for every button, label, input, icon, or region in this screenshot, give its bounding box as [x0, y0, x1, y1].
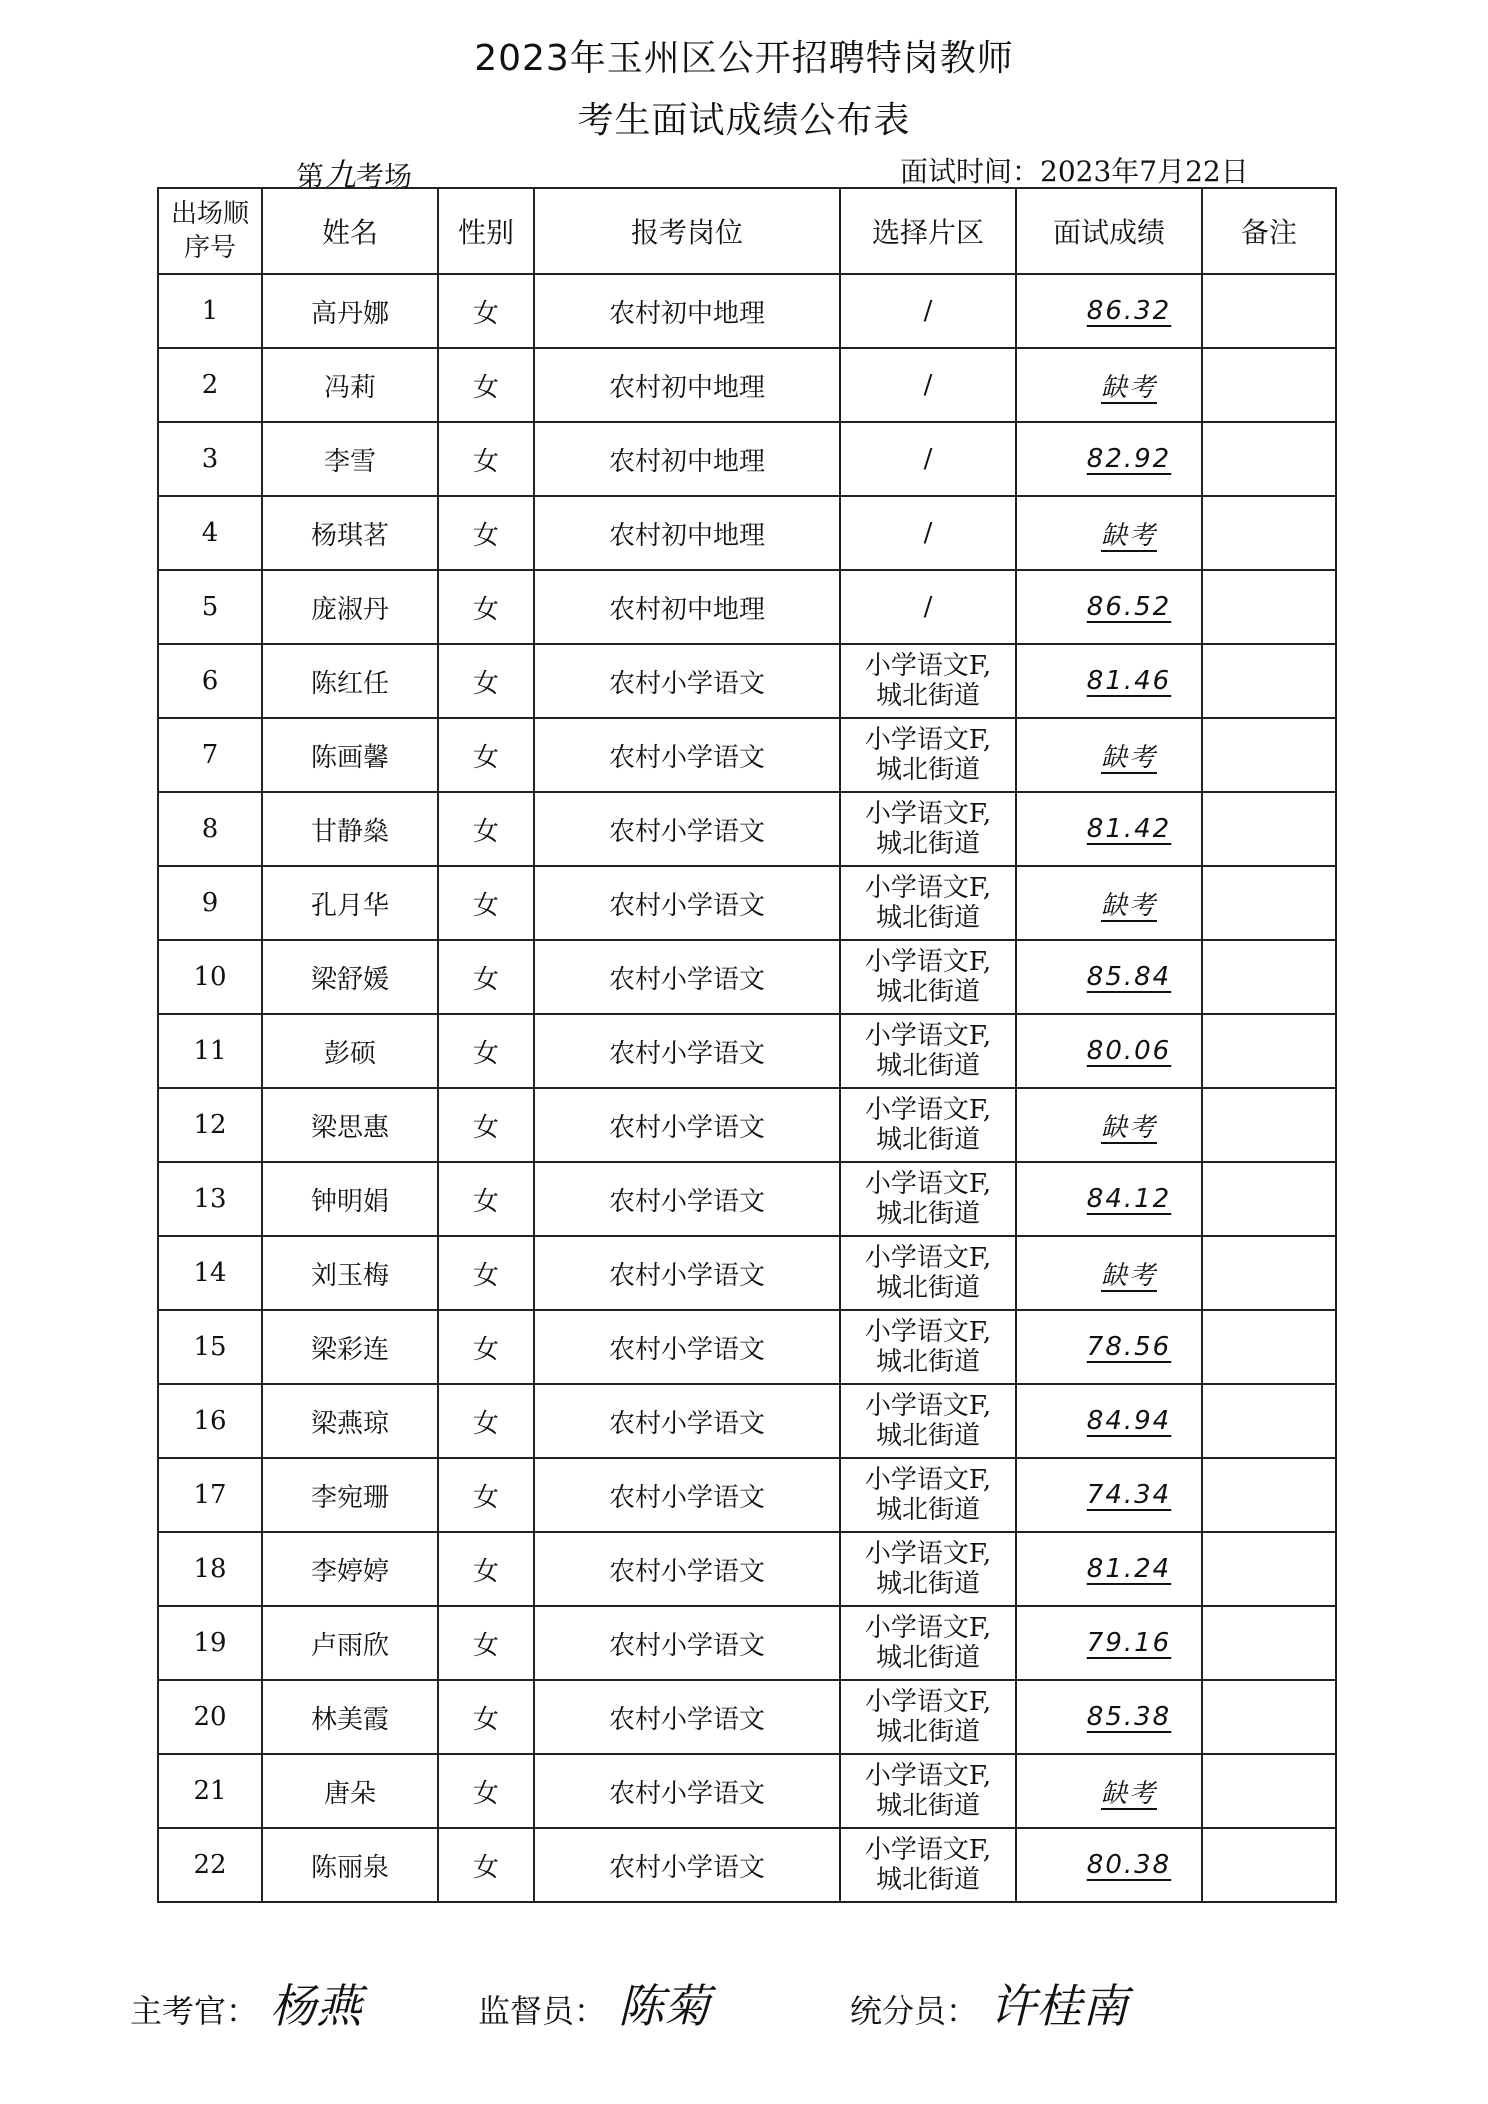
cell-name: 梁舒媛: [262, 940, 438, 1014]
cell-score: 81.42: [1016, 792, 1202, 866]
cell-gender: 女: [438, 1310, 534, 1384]
cell-zone: [840, 1532, 1016, 1606]
cell-zone: [840, 496, 1016, 570]
table-row: [158, 1384, 1336, 1458]
cell-gender: 女: [438, 1532, 534, 1606]
cell-name: 钟明娟: [262, 1162, 438, 1236]
zone-line1: 小学语文F,: [864, 873, 992, 903]
cell-zone: [840, 1458, 1016, 1532]
cell-position: 农村初中地理: [534, 496, 840, 570]
cell-name: 甘静燊: [262, 792, 438, 866]
table-row: [158, 792, 1336, 866]
cell-remark: [1202, 792, 1336, 866]
table-row: [158, 348, 1336, 422]
cell-name: 陈红任: [262, 644, 438, 718]
zone-line1: 小学语文F,: [864, 1761, 992, 1791]
table-row: [158, 1310, 1336, 1384]
cell-order: 4: [158, 496, 262, 570]
cell-name: 陈丽泉: [262, 1828, 438, 1902]
zone-line1: 小学语文F,: [864, 1317, 992, 1347]
cell-gender: 女: [438, 348, 534, 422]
table-row: [158, 1680, 1336, 1754]
zone-line2: 城北街道: [875, 977, 980, 1007]
zone-line2: 城北街道: [875, 1125, 980, 1155]
table-row: [158, 718, 1336, 792]
cell-name: 李宛珊: [262, 1458, 438, 1532]
scorer-signature: 许桂南: [990, 1979, 1129, 2033]
zone-line1: 小学语文F,: [864, 1095, 992, 1125]
table-row: [158, 1088, 1336, 1162]
cell-remark: [1202, 1680, 1336, 1754]
zone-line2: 城北街道: [875, 681, 980, 711]
cell-remark: [1202, 1236, 1336, 1310]
cell-remark: [1202, 1828, 1336, 1902]
examiner-field: [130, 1970, 362, 2036]
cell-remark: [1202, 274, 1336, 348]
cell-score: 78.56: [1016, 1310, 1202, 1384]
zone-line1: 小学语文F,: [864, 1465, 992, 1495]
cell-zone: [840, 422, 1016, 496]
cell-zone: [840, 1162, 1016, 1236]
cell-position: 农村小学语文: [534, 1162, 840, 1236]
zone-line2: 城北街道: [875, 1717, 980, 1747]
cell-remark: [1202, 1162, 1336, 1236]
cell-zone: [840, 1014, 1016, 1088]
supervisor-label: 监督员：: [478, 1992, 607, 2030]
table-row: [158, 1532, 1336, 1606]
table-row: [158, 866, 1336, 940]
cell-name: 李雪: [262, 422, 438, 496]
header-remark: 备注: [1202, 188, 1336, 274]
cell-gender: 女: [438, 1236, 534, 1310]
table-row: [158, 644, 1336, 718]
cell-zone: [840, 1680, 1016, 1754]
zone-line1: 小学语文F,: [864, 651, 992, 681]
examiner-label: 主考官：: [130, 1992, 259, 2030]
cell-order: 17: [158, 1458, 262, 1532]
cell-gender: 女: [438, 1606, 534, 1680]
cell-order: 6: [158, 644, 262, 718]
cell-name: 庞淑丹: [262, 570, 438, 644]
cell-zone: [840, 1236, 1016, 1310]
cell-zone: [840, 1088, 1016, 1162]
cell-gender: 女: [438, 866, 534, 940]
cell-score: 81.46: [1016, 644, 1202, 718]
cell-position: 农村小学语文: [534, 1458, 840, 1532]
header-name: 姓名: [262, 188, 438, 274]
zone-line1: /: [923, 592, 933, 622]
cell-zone: [840, 1828, 1016, 1902]
cell-name: 卢雨欣: [262, 1606, 438, 1680]
cell-score: 缺考: [1016, 496, 1202, 570]
cell-gender: 女: [438, 1828, 534, 1902]
cell-gender: 女: [438, 1458, 534, 1532]
zone-line1: 小学语文F,: [864, 1539, 992, 1569]
table-row: [158, 940, 1336, 1014]
cell-remark: [1202, 1014, 1336, 1088]
cell-position: 农村小学语文: [534, 1088, 840, 1162]
zone-line2: 城北街道: [875, 1051, 980, 1081]
cell-zone: [840, 1310, 1016, 1384]
cell-position: 农村小学语文: [534, 1754, 840, 1828]
zone-line1: /: [923, 444, 933, 474]
cell-remark: [1202, 644, 1336, 718]
zone-line1: /: [923, 296, 933, 326]
cell-remark: [1202, 570, 1336, 644]
cell-score: 79.16: [1016, 1606, 1202, 1680]
cell-position: 农村小学语文: [534, 1606, 840, 1680]
supervisor-field: [478, 1970, 710, 2036]
zone-line2: 城北街道: [875, 755, 980, 785]
cell-name: 梁彩连: [262, 1310, 438, 1384]
zone-line1: 小学语文F,: [864, 1021, 992, 1051]
cell-gender: 女: [438, 1088, 534, 1162]
cell-gender: 女: [438, 1162, 534, 1236]
table-row: [158, 1236, 1336, 1310]
zone-line2: 城北街道: [875, 1791, 980, 1821]
cell-score: 缺考: [1016, 718, 1202, 792]
cell-order: 1: [158, 274, 262, 348]
cell-zone: [840, 1606, 1016, 1680]
cell-order: 3: [158, 422, 262, 496]
cell-order: 22: [158, 1828, 262, 1902]
cell-position: 农村小学语文: [534, 792, 840, 866]
cell-gender: 女: [438, 274, 534, 348]
scorer-field: [850, 1970, 1128, 2036]
cell-position: 农村小学语文: [534, 1828, 840, 1902]
scorer-label: 统分员：: [850, 1992, 979, 2030]
zone-line1: /: [923, 518, 933, 548]
cell-gender: 女: [438, 1014, 534, 1088]
cell-gender: 女: [438, 644, 534, 718]
cell-position: 农村小学语文: [534, 1014, 840, 1088]
zone-line1: 小学语文F,: [864, 947, 992, 977]
cell-position: 农村小学语文: [534, 1236, 840, 1310]
cell-position: 农村初中地理: [534, 570, 840, 644]
document-title-line2: 考生面试成绩公布表: [577, 100, 911, 141]
table-row: [158, 1014, 1336, 1088]
exam-room-suffix: 考场: [356, 160, 413, 193]
zone-line1: 小学语文F,: [864, 1169, 992, 1199]
zone-line2: 城北街道: [875, 1495, 980, 1525]
cell-gender: 女: [438, 792, 534, 866]
cell-score: 74.34: [1016, 1458, 1202, 1532]
cell-zone: [840, 348, 1016, 422]
cell-remark: [1202, 422, 1336, 496]
zone-line2: 城北街道: [875, 1273, 980, 1303]
zone-line2: 城北街道: [875, 1199, 980, 1229]
zone-line1: 小学语文F,: [864, 1243, 992, 1273]
document-title-line1: 2023年玉州区公开招聘特岗教师: [474, 38, 1014, 79]
examiner-signature: 杨燕: [270, 1979, 363, 2033]
cell-position: 农村小学语文: [534, 644, 840, 718]
cell-position: 农村小学语文: [534, 866, 840, 940]
cell-position: 农村初中地理: [534, 422, 840, 496]
header-zone: 选择片区: [840, 188, 1016, 274]
table-row: [158, 570, 1336, 644]
cell-score: 81.24: [1016, 1532, 1202, 1606]
cell-zone: [840, 644, 1016, 718]
zone-line1: /: [923, 370, 933, 400]
cell-score: 86.32: [1016, 274, 1202, 348]
cell-order: 21: [158, 1754, 262, 1828]
cell-zone: [840, 792, 1016, 866]
cell-name: 高丹娜: [262, 274, 438, 348]
cell-score: 86.52: [1016, 570, 1202, 644]
cell-order: 10: [158, 940, 262, 1014]
cell-position: 农村小学语文: [534, 1384, 840, 1458]
zone-line2: 城北街道: [875, 1569, 980, 1599]
cell-zone: [840, 1384, 1016, 1458]
cell-order: 2: [158, 348, 262, 422]
cell-gender: 女: [438, 940, 534, 1014]
cell-zone: [840, 940, 1016, 1014]
cell-remark: [1202, 496, 1336, 570]
cell-position: 农村小学语文: [534, 1532, 840, 1606]
table-row: [158, 274, 1336, 348]
cell-order: 20: [158, 1680, 262, 1754]
cell-remark: [1202, 1310, 1336, 1384]
cell-order: 18: [158, 1532, 262, 1606]
cell-name: 杨琪茗: [262, 496, 438, 570]
cell-position: 农村小学语文: [534, 1680, 840, 1754]
cell-position: 农村小学语文: [534, 718, 840, 792]
cell-order: 14: [158, 1236, 262, 1310]
cell-score: 缺考: [1016, 1236, 1202, 1310]
cell-remark: [1202, 940, 1336, 1014]
cell-gender: 女: [438, 1384, 534, 1458]
cell-remark: [1202, 1088, 1336, 1162]
cell-order: 15: [158, 1310, 262, 1384]
table-row: [158, 422, 1336, 496]
cell-remark: [1202, 348, 1336, 422]
cell-remark: [1202, 866, 1336, 940]
cell-position: 农村小学语文: [534, 1310, 840, 1384]
zone-line2: 城北街道: [875, 1421, 980, 1451]
cell-name: 唐朵: [262, 1754, 438, 1828]
cell-zone: [840, 274, 1016, 348]
cell-order: 9: [158, 866, 262, 940]
cell-score: 85.38: [1016, 1680, 1202, 1754]
zone-line1: 小学语文F,: [864, 1835, 992, 1865]
zone-line1: 小学语文F,: [864, 799, 992, 829]
table-row: [158, 1162, 1336, 1236]
table-row: [158, 496, 1336, 570]
cell-score: 80.38: [1016, 1828, 1202, 1902]
cell-name: 梁思惠: [262, 1088, 438, 1162]
score-table: [157, 187, 1337, 1903]
cell-order: 7: [158, 718, 262, 792]
supervisor-signature: 陈菊: [618, 1979, 711, 2033]
cell-score: 缺考: [1016, 1754, 1202, 1828]
exam-room-number: 九: [324, 156, 357, 194]
header-order: 出场顺序号: [158, 188, 262, 274]
table-row: [158, 1606, 1336, 1680]
cell-remark: [1202, 718, 1336, 792]
cell-name: 冯莉: [262, 348, 438, 422]
table-header-row: [158, 188, 1336, 274]
cell-score: 缺考: [1016, 1088, 1202, 1162]
cell-position: 农村小学语文: [534, 940, 840, 1014]
cell-name: 刘玉梅: [262, 1236, 438, 1310]
cell-gender: 女: [438, 718, 534, 792]
cell-gender: 女: [438, 570, 534, 644]
cell-order: 11: [158, 1014, 262, 1088]
interview-date: 面试时间：2023年7月22日: [900, 155, 1249, 188]
header-position: 报考岗位: [534, 188, 840, 274]
cell-gender: 女: [438, 496, 534, 570]
zone-line2: 城北街道: [875, 1643, 980, 1673]
cell-name: 陈画馨: [262, 718, 438, 792]
header-gender: 性别: [438, 188, 534, 274]
cell-gender: 女: [438, 1680, 534, 1754]
cell-score: 缺考: [1016, 348, 1202, 422]
cell-name: 林美霞: [262, 1680, 438, 1754]
cell-zone: [840, 866, 1016, 940]
zone-line1: 小学语文F,: [864, 725, 992, 755]
table-row: [158, 1754, 1336, 1828]
zone-line2: 城北街道: [875, 903, 980, 933]
zone-line2: 城北街道: [875, 829, 980, 859]
cell-score: 84.94: [1016, 1384, 1202, 1458]
cell-remark: [1202, 1754, 1336, 1828]
table-row: [158, 1458, 1336, 1532]
cell-score: 80.06: [1016, 1014, 1202, 1088]
zone-line1: 小学语文F,: [864, 1391, 992, 1421]
cell-order: 19: [158, 1606, 262, 1680]
cell-gender: 女: [438, 1754, 534, 1828]
cell-remark: [1202, 1458, 1336, 1532]
cell-score: 缺考: [1016, 866, 1202, 940]
cell-name: 梁燕琼: [262, 1384, 438, 1458]
zone-line1: 小学语文F,: [864, 1687, 992, 1717]
cell-name: 李婷婷: [262, 1532, 438, 1606]
cell-gender: 女: [438, 422, 534, 496]
cell-order: 16: [158, 1384, 262, 1458]
cell-position: 农村初中地理: [534, 348, 840, 422]
cell-order: 5: [158, 570, 262, 644]
cell-score: 82.92: [1016, 422, 1202, 496]
cell-score: 84.12: [1016, 1162, 1202, 1236]
table-row: [158, 1828, 1336, 1902]
cell-position: 农村初中地理: [534, 274, 840, 348]
zone-line2: 城北街道: [875, 1347, 980, 1377]
cell-remark: [1202, 1606, 1336, 1680]
cell-remark: [1202, 1384, 1336, 1458]
cell-remark: [1202, 1532, 1336, 1606]
cell-zone: [840, 570, 1016, 644]
cell-zone: [840, 1754, 1016, 1828]
cell-order: 13: [158, 1162, 262, 1236]
cell-order: 12: [158, 1088, 262, 1162]
cell-name: 孔月华: [262, 866, 438, 940]
zone-line1: 小学语文F,: [864, 1613, 992, 1643]
header-score: 面试成绩: [1016, 188, 1202, 274]
cell-name: 彭硕: [262, 1014, 438, 1088]
cell-zone: [840, 718, 1016, 792]
cell-order: 8: [158, 792, 262, 866]
exam-room-prefix: 第: [296, 160, 325, 193]
zone-line2: 城北街道: [875, 1865, 980, 1895]
cell-score: 85.84: [1016, 940, 1202, 1014]
